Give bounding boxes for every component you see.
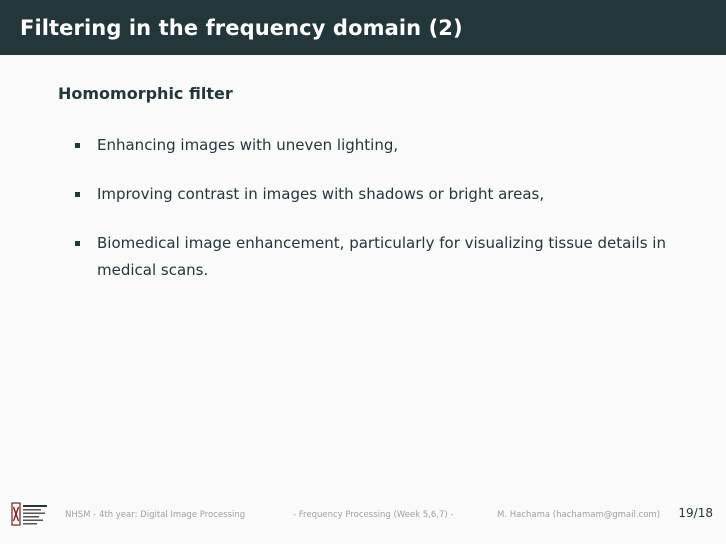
footer-topic: - Frequency Processing (Week 5,6,7) - (293, 510, 454, 520)
slide-title: Filtering in the frequency domain (2) (20, 15, 463, 40)
bullet-text: Improving contrast in images with shadows or bright areas, (97, 185, 545, 203)
institution-logo-icon (11, 500, 49, 528)
section-heading: Homomorphic filter (58, 84, 233, 103)
bullet-square-icon (75, 143, 80, 148)
bullet-square-icon (75, 241, 80, 246)
title-bar (0, 0, 726, 55)
slide-footer (0, 500, 726, 530)
bullet-item (72, 230, 672, 284)
bullet-text: Enhancing images with uneven lighting, (97, 136, 399, 154)
bullet-square-icon (75, 192, 80, 197)
footer-author: M. Hachama (hachamam@gmail.com) (497, 510, 661, 520)
bullet-item (72, 181, 672, 208)
bullet-list (72, 132, 672, 306)
bullet-item (72, 132, 672, 159)
bullet-text: Biomedical image enhancement, particularly for visualizing tissue details in medical scans. (97, 234, 666, 279)
footer-course: NHSM - 4th year: Digital Image Processing (65, 510, 246, 520)
page-number: 19/18 (678, 506, 713, 520)
